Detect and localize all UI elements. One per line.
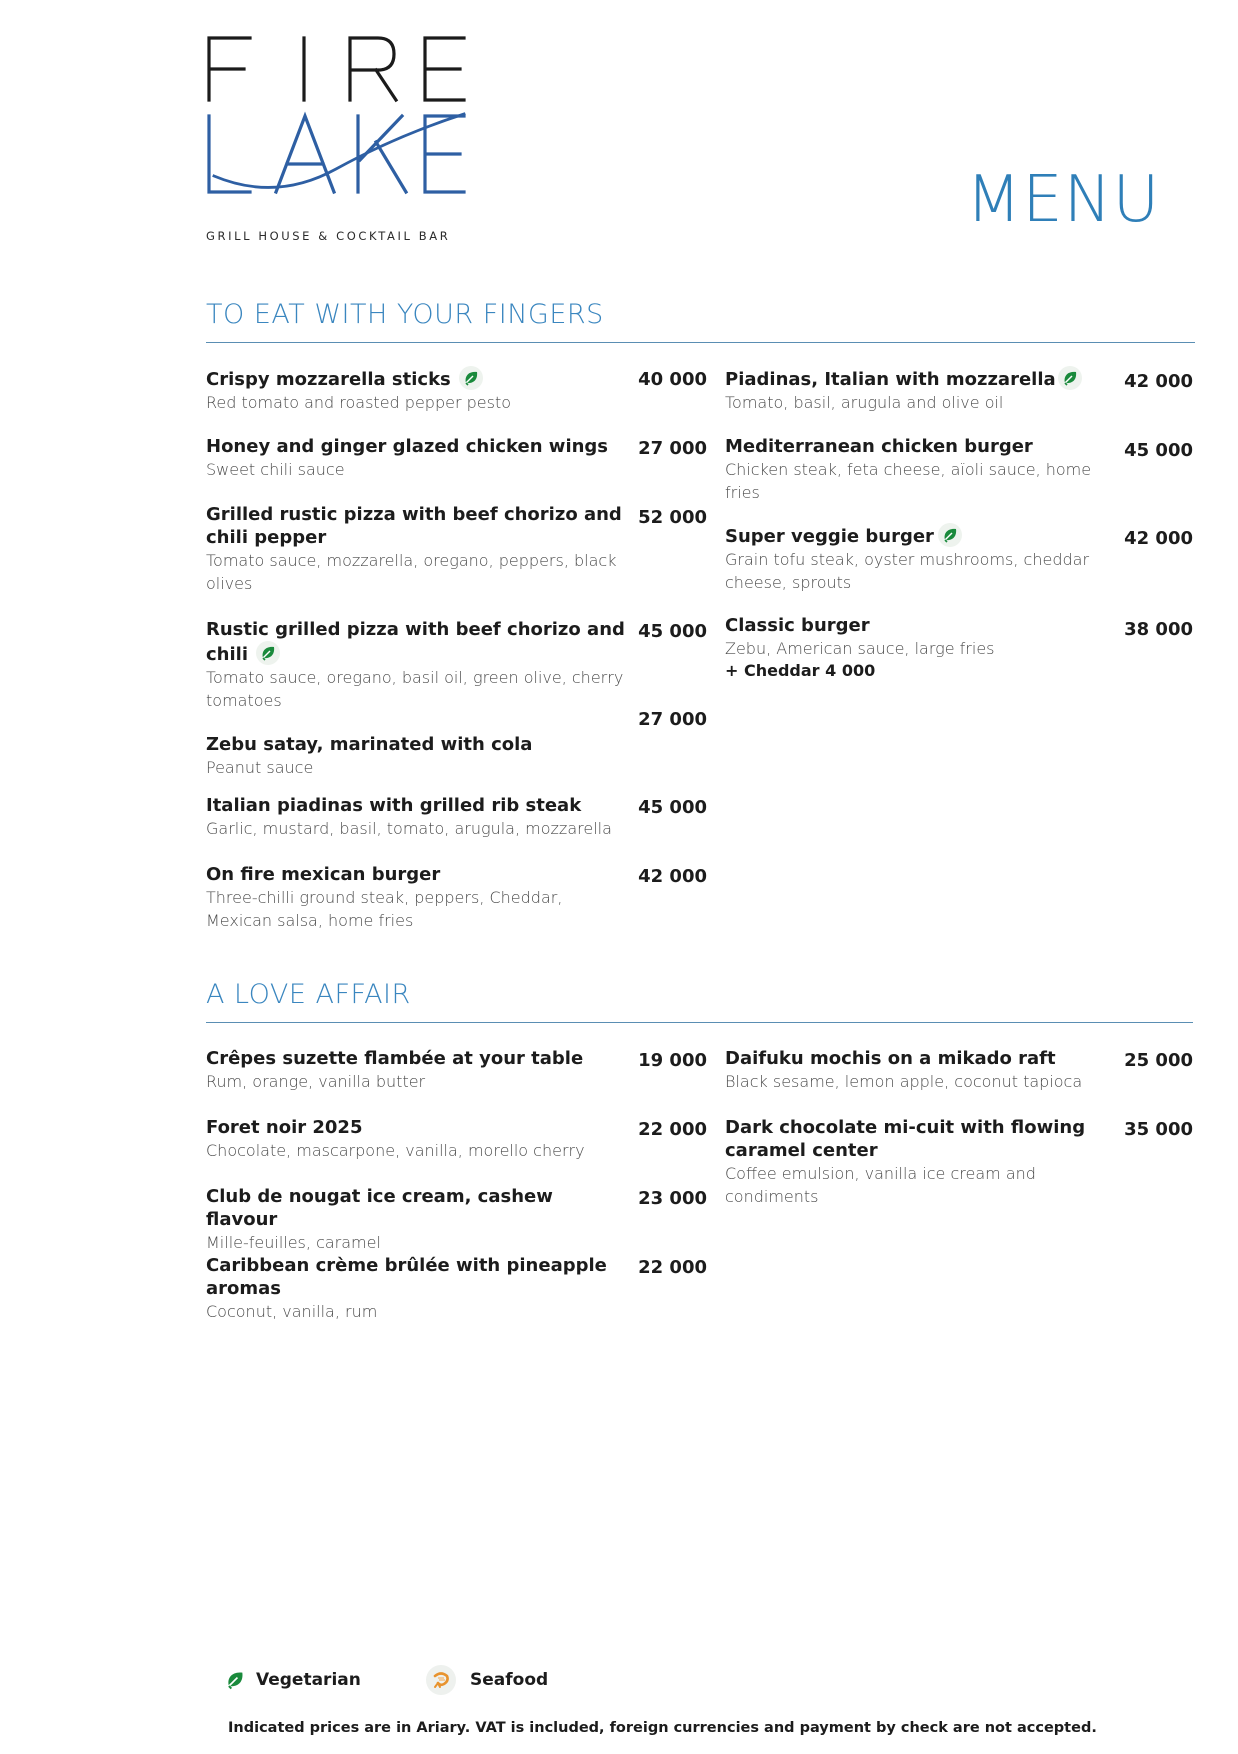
item-price: 42 000 <box>1124 528 1193 549</box>
item-description: Chocolate, mascarpone, vanilla, morello cherry <box>206 1141 585 1160</box>
legend-label: Seafood <box>470 1670 549 1690</box>
menu-item <box>206 794 626 840</box>
item-description: Tomato sauce, oregano, basil oil, green olive, cherry tomatoes <box>206 668 624 710</box>
item-name: Super veggie burger <box>725 526 934 547</box>
item-description: Tomato, basil, arugula and olive oil <box>725 393 1004 412</box>
logo-artwork <box>206 34 468 199</box>
item-name: On fire mexican burger <box>206 864 441 885</box>
menu-item <box>206 366 626 414</box>
item-description: Three-chilli ground steak, peppers, Cheddar, Mexican salsa, home fries <box>206 888 563 930</box>
menu-item <box>206 618 626 712</box>
menu-item <box>206 1116 626 1162</box>
fire-lake-logo <box>206 34 468 250</box>
item-price: 45 000 <box>638 797 707 818</box>
legend-vegetarian <box>220 1665 420 1695</box>
item-price: 45 000 <box>638 621 707 642</box>
item-price: 22 000 <box>638 1257 707 1278</box>
item-price: 23 000 <box>638 1188 707 1209</box>
menu-item <box>206 733 626 779</box>
item-price: 27 000 <box>638 709 707 730</box>
legend-seafood <box>426 1665 626 1695</box>
item-description: Black sesame, lemon apple, coconut tapioca <box>725 1072 1083 1091</box>
item-name: Daifuku mochis on a mikado raft <box>725 1048 1056 1069</box>
item-name: Dark chocolate mi-cuit with flowing caramel center <box>725 1117 1086 1161</box>
menu-item <box>725 614 1105 682</box>
item-price: 22 000 <box>638 1119 707 1140</box>
item-description: Red tomato and roasted pepper pesto <box>206 393 512 412</box>
leaf-icon <box>938 523 962 547</box>
section-title-love-affair: A LOVE AFFAIR <box>206 979 411 1010</box>
item-extra-option: + Cheddar 4 000 <box>725 661 876 680</box>
item-name: Rustic grilled pizza with beef chorizo and chili <box>206 619 625 665</box>
item-price: 40 000 <box>638 369 707 390</box>
item-price: 52 000 <box>638 507 707 528</box>
item-description: Sweet chili sauce <box>206 460 345 479</box>
page-title: MENU <box>966 163 1161 237</box>
price-footnote: Indicated prices are in Ariary. VAT is included, foreign currencies and payment by check are not accepted. <box>228 1720 1097 1736</box>
menu-item <box>725 366 1125 414</box>
menu-item <box>725 523 1105 594</box>
item-name: Crêpes suzette flambée at your table <box>206 1048 584 1069</box>
item-price: 25 000 <box>1124 1050 1193 1071</box>
item-description: Peanut sauce <box>206 758 314 777</box>
item-name: Grilled rustic pizza with beef chorizo and chili pepper <box>206 504 622 548</box>
menu-item <box>206 435 626 481</box>
item-price: 38 000 <box>1124 619 1193 640</box>
menu-item <box>725 1047 1105 1093</box>
leaf-icon <box>256 641 280 665</box>
leaf-icon <box>1058 366 1082 390</box>
item-name: Mediterranean chicken burger <box>725 436 1033 457</box>
item-description: Coconut, vanilla, rum <box>206 1302 378 1321</box>
item-name: Honey and ginger glazed chicken wings <box>206 436 609 457</box>
item-price: 27 000 <box>638 438 707 459</box>
item-name: Club de nougat ice cream, cashew flavour <box>206 1186 553 1230</box>
item-description: Chicken steak, feta cheese, aïoli sauce, home fries <box>725 460 1092 502</box>
menu-item <box>206 863 626 932</box>
item-description: Garlic, mustard, basil, tomato, arugula, mozzarella <box>206 819 612 838</box>
shrimp-icon <box>426 1665 456 1695</box>
item-name: Crispy mozzarella sticks <box>206 369 451 390</box>
item-description: Rum, orange, vanilla butter <box>206 1072 426 1091</box>
item-description: Mille-feuilles, caramel <box>206 1233 381 1252</box>
menu-item <box>206 1047 626 1093</box>
item-name: Zebu satay, marinated with cola <box>206 734 533 755</box>
leaf-icon <box>459 366 483 390</box>
item-price: 42 000 <box>1124 371 1193 392</box>
item-description: Zebu, American sauce, large fries <box>725 639 995 658</box>
section-title-fingers: TO EAT WITH YOUR FINGERS <box>206 299 604 330</box>
item-description: Coffee emulsion, vanilla ice cream and condiments <box>725 1164 1036 1206</box>
item-name: Foret noir 2025 <box>206 1117 363 1138</box>
item-name: Classic burger <box>725 615 870 636</box>
item-description: Tomato sauce, mozzarella, oregano, peppers, black olives <box>206 551 617 593</box>
item-price: 42 000 <box>638 866 707 887</box>
item-name: Caribbean crème brûlée with pineapple aromas <box>206 1255 607 1299</box>
item-description: Grain tofu steak, oyster mushrooms, cheddar cheese, sprouts <box>725 550 1090 592</box>
item-name: Piadinas, Italian with mozzarella <box>725 369 1056 390</box>
item-price: 45 000 <box>1124 440 1193 461</box>
legend-label: Vegetarian <box>256 1670 361 1690</box>
item-price: 35 000 <box>1124 1119 1193 1140</box>
menu-item <box>206 1185 626 1254</box>
section-divider <box>206 342 1195 343</box>
menu-item <box>206 503 626 595</box>
section-divider <box>206 1022 1193 1023</box>
item-name: Italian piadinas with grilled rib steak <box>206 795 582 816</box>
menu-item <box>725 1116 1105 1208</box>
menu-item <box>206 1254 626 1323</box>
leaf-icon <box>220 1665 250 1695</box>
item-price: 19 000 <box>638 1050 707 1071</box>
menu-item <box>725 435 1105 504</box>
logo-tagline: GRILL HOUSE & COCKTAIL BAR <box>206 229 451 243</box>
